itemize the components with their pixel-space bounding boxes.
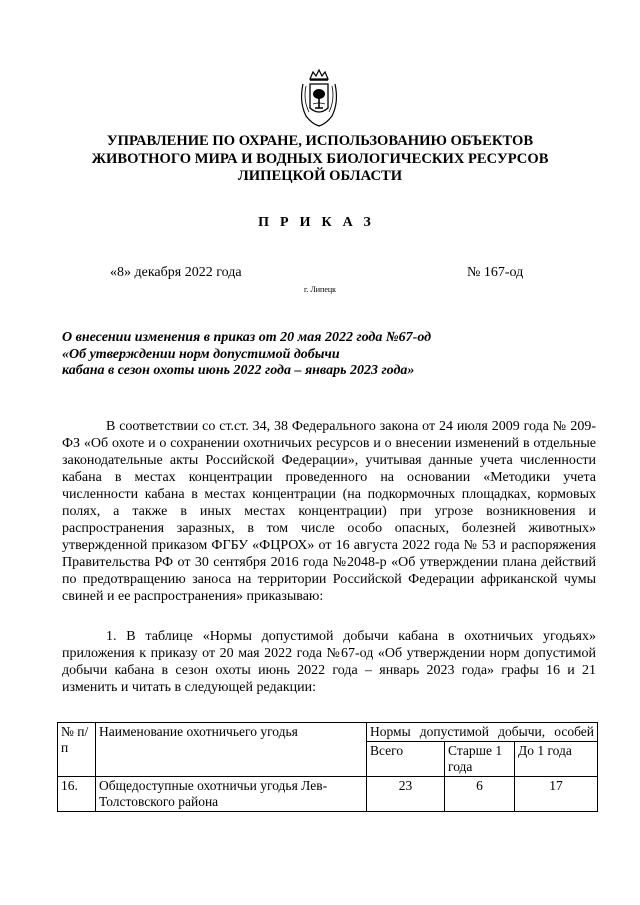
body-paragraph-1: В соответствии со ст.ст. 34, 38 Федерального закона от 24 июля 2009 года № 209-ФЗ «Об охоте и о сохранении охотничьих ресурсов и о внесении изменений в отдельные законодательные акты Российской Федерации», учитывая данные учета численности кабана в местах концентрации проведенного на основании «Методики учета численности кабана в местах концентрации (на подкормочных площадках, кормовых полях, а также в иных местах концентрации) при угрозе возникновения и распространения заразных, в том числе особо опасных, болезней животных» утвержденной приказом ФГБУ «ФЦРОХ» от 16 августа 2022 года № 53 и распоряжения Правительства РФ от 30 сентября 2016 года №2048-р «Об утверждении плана действий по предотвращению заноса на территории Российской Федерации африканской чумы свиней и ее распространения» приказываю: [62, 419, 596, 604]
subject-line-2: «Об утверждении норм допустимой добычи [62, 346, 340, 362]
row-num: 16. [58, 777, 96, 812]
coat-of-arms-emblem [297, 68, 341, 128]
subject-line-1: О внесении изменения в приказ от 20 мая 2022 года №67-од [62, 330, 432, 345]
order-number: № 167-од [467, 265, 524, 280]
header-young: До 1 года [515, 742, 598, 777]
order-title: ПРИКАЗ [258, 215, 382, 230]
table-header-row [58, 723, 598, 742]
header-num: № п/п [58, 723, 96, 777]
header-all: Всего [367, 742, 445, 777]
norms-table [57, 722, 598, 812]
row-young: 17 [515, 777, 598, 812]
subject-line-3: кабана в сезон охоты июнь 2022 года – январь 2023 года» [62, 363, 415, 378]
table-row [58, 777, 598, 812]
order-date: «8» декабря 2022 года [110, 265, 242, 280]
org-line-3: ЛИПЕЦКОЙ ОБЛАСТИ [237, 168, 403, 184]
header-older: Старше 1 года [445, 742, 515, 777]
body-paragraph-2: 1. В таблице «Нормы допустимой добычи кабана в охотничьих угодьях» приложения к приказу от 20 мая 2022 года №67-од «Об утверждении норм допустимой добычи кабана в сезон охоты июнь 2022 года – январь 2023 года» графы 16 и 21 изменить и читать в следующей редакции: [62, 629, 596, 695]
org-line-2: ЖИВОТНОГО МИРА И ВОДНЫХ БИОЛОГИЧЕСКИХ РЕСУРСОВ [91, 150, 549, 167]
order-city: г. Липецк [303, 285, 337, 294]
row-all: 23 [367, 777, 445, 812]
order-subject [62, 330, 542, 380]
row-older: 6 [445, 777, 515, 812]
org-line-1: УПРАВЛЕНИЕ ПО ОХРАНЕ, ИСПОЛЬЗОВАНИЮ ОБЪЕКТОВ [106, 133, 534, 149]
row-name: Общедоступные охотничьи угодья Лев-Толстовского района [96, 777, 367, 812]
header-norms: Нормы допустимой добычи, особей [367, 723, 598, 742]
header-name: Наименование охотничьего угодья [96, 723, 367, 777]
organization-name [60, 133, 580, 186]
